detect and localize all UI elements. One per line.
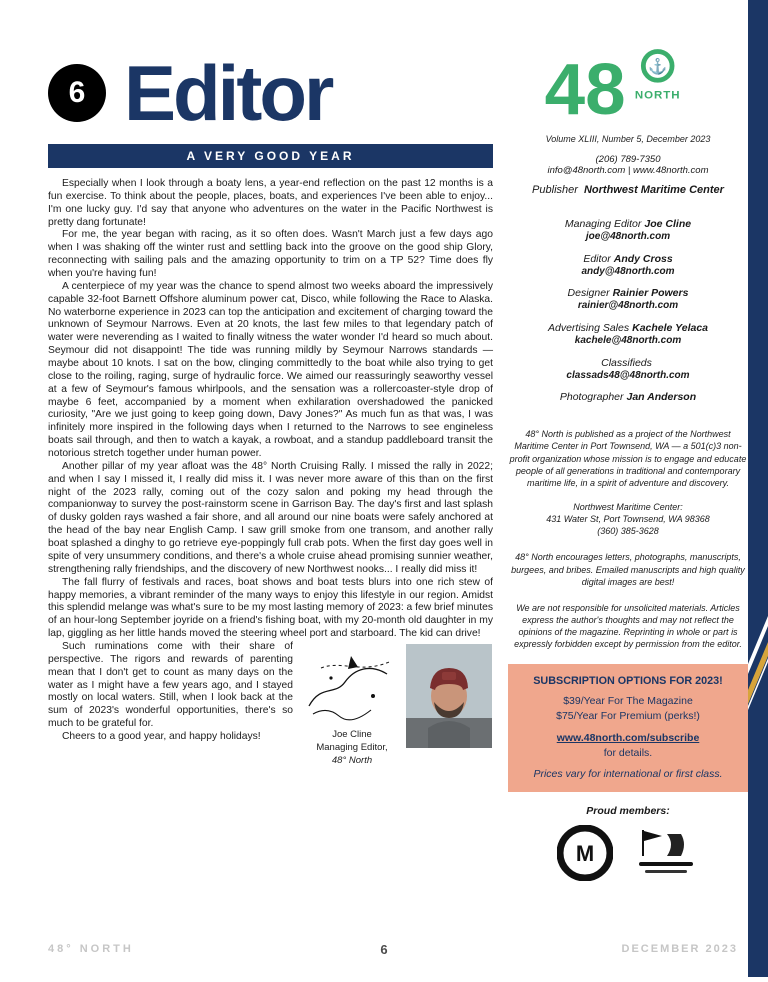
- staff-email[interactable]: kachele@48north.com: [574, 335, 682, 346]
- caption-name: Joe Cline: [332, 728, 372, 740]
- staff-name: Joe Cline: [644, 218, 692, 230]
- staff-role: Classifieds: [601, 356, 652, 369]
- subscription-details: for details.: [603, 746, 653, 759]
- address-line-2: 431 Water St, Port Townsend, WA 98368: [546, 514, 710, 525]
- paragraph-2: For me, the year began with racing, as it so often does. Wasn't March just a few days ago when I was shaking off the winter rust and settling back into the groove on the good ship Glory, reconnecting with sailing pals and the amazing opportunity to trim on a TP 52? Time does fly when you're having fun!: [48, 229, 493, 280]
- address-line-3: (360) 385-3628: [597, 526, 659, 537]
- member-logos: [508, 825, 748, 881]
- article-body: [48, 178, 493, 766]
- paragraph-3: A centerpiece of my year was the chance to spend almost two weeks aboard the impressively capable 32-foot Barnett Offshore aluminum power cat, Disco, while following the Race to Alaska. No waterborne experience in 2023 can top the anticipation and excitement of charging toward the unknown of Seymour Narrows. Even at 20 knots, the last few miles to that legendary patch of water were neverending as I waited to finally witness the water wonder I'd heard so much about. Seymour did not disappoint! The tide was running mildly by Seymour Narrows standards — maybe about 10 knots. I sat on the bow, clinging committedly to the boat while also trying to get close to the roiling, raging, surge of hydraulic force. We aimed our reassuringly seaworthy vessel at a few of Seymour's famous whirlpools, and the sensation was a rollercoaster-style drop of maybe 6 feet, accompanied by a moment when exhilaration overshadowed the panicked curiosity, "Are we just going to keep going down, Davy Jones?" As much fun as that was, I was infinitely more inspired in the following days when I returned to the Narrows to see engineless boats sail through, and then to watch a kayak, a rowboat, and a standup paddleboard transit the notorious stretch together under human power.: [48, 280, 493, 460]
- staff-editor: [508, 253, 748, 279]
- page-edge-strip: [748, 0, 768, 977]
- paragraph-4: Another pillar of my year afloat was the 48° North Cruising Rally. I missed the rally in 2022; and when I say I missed it, I really did miss it. I was never more aware of this than on the first night of the 2023 rally, coming out of the cozy salon and poking my head through the companionway to survey the post-rainstorm scene in Garrison Bay. The day's first and last splash of dusky golden rays washed a fair shore, and all around our nine boats were safely anchored at the head of the bay near English Camp. I saw grill smoke from one transom, and another rally boat splashed a dinghy to go retrieve eye-poppingly full crab pots. When the first day goes well in spite of very unsummery conditions, and there's a whole cruise ahead promising sunnier weather, strengthening rally friendships, and the discovery of new Northwest nooks... I really did miss it!: [48, 460, 493, 575]
- staff-role: Designer: [567, 287, 610, 300]
- subscription-title: SUBSCRIPTION OPTIONS FOR 2023!: [533, 675, 723, 688]
- subscription-option-2: $75/Year For Premium (perks!): [556, 710, 700, 723]
- volume-line: Volume XLIII, Number 5, December 2023: [545, 134, 711, 144]
- publisher-line: [508, 184, 748, 196]
- staff-email[interactable]: andy@48north.com: [581, 265, 675, 277]
- member-logo-letter: M: [575, 840, 595, 866]
- article-title: Editor: [124, 48, 332, 137]
- staff-managing-editor: [508, 218, 748, 244]
- logo-number: 48: [544, 48, 626, 126]
- address-line-1: Northwest Maritime Center:: [573, 501, 683, 512]
- disclaimer-note: We are not responsible for unsolicited materials. Articles express the author's thoughts and may not reflect the opinions of the magazine. Reprinting in whole or part is expressly forbidden except by permission from the editor.: [514, 602, 742, 650]
- member-logo-circular: [557, 825, 613, 881]
- footer-page-number: 6: [380, 942, 388, 957]
- hand-drawn-map-sketch: [301, 644, 403, 726]
- masthead-sidebar: [508, 46, 748, 881]
- issue-number-badge: [48, 64, 106, 122]
- staff-classifieds: [508, 357, 748, 383]
- subscription-box: [508, 664, 748, 792]
- publisher-name: Northwest Maritime Center: [583, 184, 724, 196]
- mission-statement: 48° North is published as a project of the Northwest Maritime Center in Port Townsend, WA — a 501(c)3 non-profit organization whose mission is to engage and educate people of all generations in traditional and contemporary maritime life, in a spirit of adventure and discovery.: [509, 429, 747, 488]
- subscription-option-1: $39/Year For The Magazine: [563, 695, 693, 708]
- proud-members-section: [508, 805, 748, 881]
- staff-email[interactable]: classads48@48north.com: [566, 369, 690, 381]
- maritime-center-address: [508, 501, 748, 537]
- staff-role: Advertising Sales: [547, 321, 630, 334]
- phone-number: (206) 789-7350: [595, 154, 661, 165]
- paragraph-5: The fall flurry of festivals and races, boat shows and boat tests blurs into one rich stew of happy memories, a vibrant reminder of the many ways to enjoy this lifestyle in our region. Amidst this splendid melange was what's sure to be my most lasting memory of 2023: a few brief minutes of an hour-long September joyride on a friend's fishing boat, with my 20-month old daughter in my lap, giggling as her little hands moved the steering wheel port and starboard. The kid can drive!: [48, 576, 493, 640]
- paragraph-6: Such ruminations come with their share of perspective. The rigors and rewards of parenting mean that I don't get to count as many days on the water as I might have a few years ago, and I stayed mostly on local waters. Still, when I look back at the sum of 2023's wonderful opportunities, there's so much to be grateful for.: [48, 640, 293, 730]
- caption-magazine: 48° North: [331, 754, 373, 766]
- caption-role: Managing Editor,: [316, 741, 388, 753]
- submissions-note: 48° North encourages letters, photographs, manuscripts, burgees, and bribes. Emailed manuscripts and high quality digital images are best!: [511, 552, 745, 587]
- contact-links[interactable]: info@48north.com | www.48north.com: [547, 165, 709, 176]
- article-images: [301, 644, 493, 767]
- staff-name: Rainier Powers: [612, 287, 689, 300]
- staff-name: Kachele Yelaca: [632, 321, 708, 334]
- staff-name: Andy Cross: [613, 252, 673, 265]
- 48-north-logo: [537, 46, 719, 126]
- staff-photographer: [508, 391, 748, 404]
- editor-column: [48, 46, 493, 769]
- paragraph-7: Cheers to a good year, and happy holidays!: [62, 730, 261, 742]
- staff-role: Editor: [583, 252, 611, 265]
- staff-name: Jan Anderson: [626, 391, 697, 404]
- member-logo-secondary: [633, 826, 699, 880]
- issue-number: 6: [68, 76, 86, 109]
- staff-role: Managing Editor: [564, 218, 642, 230]
- edge-diagonal-stripes: [748, 0, 768, 977]
- article-header: [48, 46, 493, 140]
- photo-caption: [301, 729, 403, 767]
- footer-issue-date: DECEMBER 2023: [621, 943, 738, 955]
- proud-members-label: Proud members:: [586, 804, 670, 817]
- staff-designer: [508, 287, 748, 313]
- paragraph-1: Especially when I look through a boaty lens, a year-end reflection on the past 12 months is a fun exercise. To think about the people, places, boats, and experiences I've been able to enjoy... I'm one lucky guy. I'd say that anyone who adventures on the water in the Pacific Northwest is pretty dang fortunate!: [48, 178, 493, 228]
- staff-list: [508, 218, 748, 404]
- staff-role: Photographer: [559, 391, 624, 404]
- anchor-icon: ⚓: [648, 58, 668, 76]
- subscribe-link[interactable]: www.48north.com/subscribe: [556, 731, 700, 744]
- footer-magazine-name: 48° NORTH: [48, 943, 134, 955]
- logo-north: NORTH: [634, 89, 681, 102]
- article-kicker-bar: A VERY GOOD YEAR: [48, 144, 493, 168]
- subscription-note: Prices vary for international or first class.: [533, 768, 723, 781]
- publisher-label: Publisher: [532, 184, 578, 196]
- joe-cline-photo: [406, 644, 492, 748]
- magazine-logo: [508, 46, 748, 126]
- staff-email[interactable]: rainier@48north.com: [577, 300, 679, 312]
- staff-email[interactable]: joe@48north.com: [585, 231, 671, 243]
- staff-advertising: [508, 322, 748, 348]
